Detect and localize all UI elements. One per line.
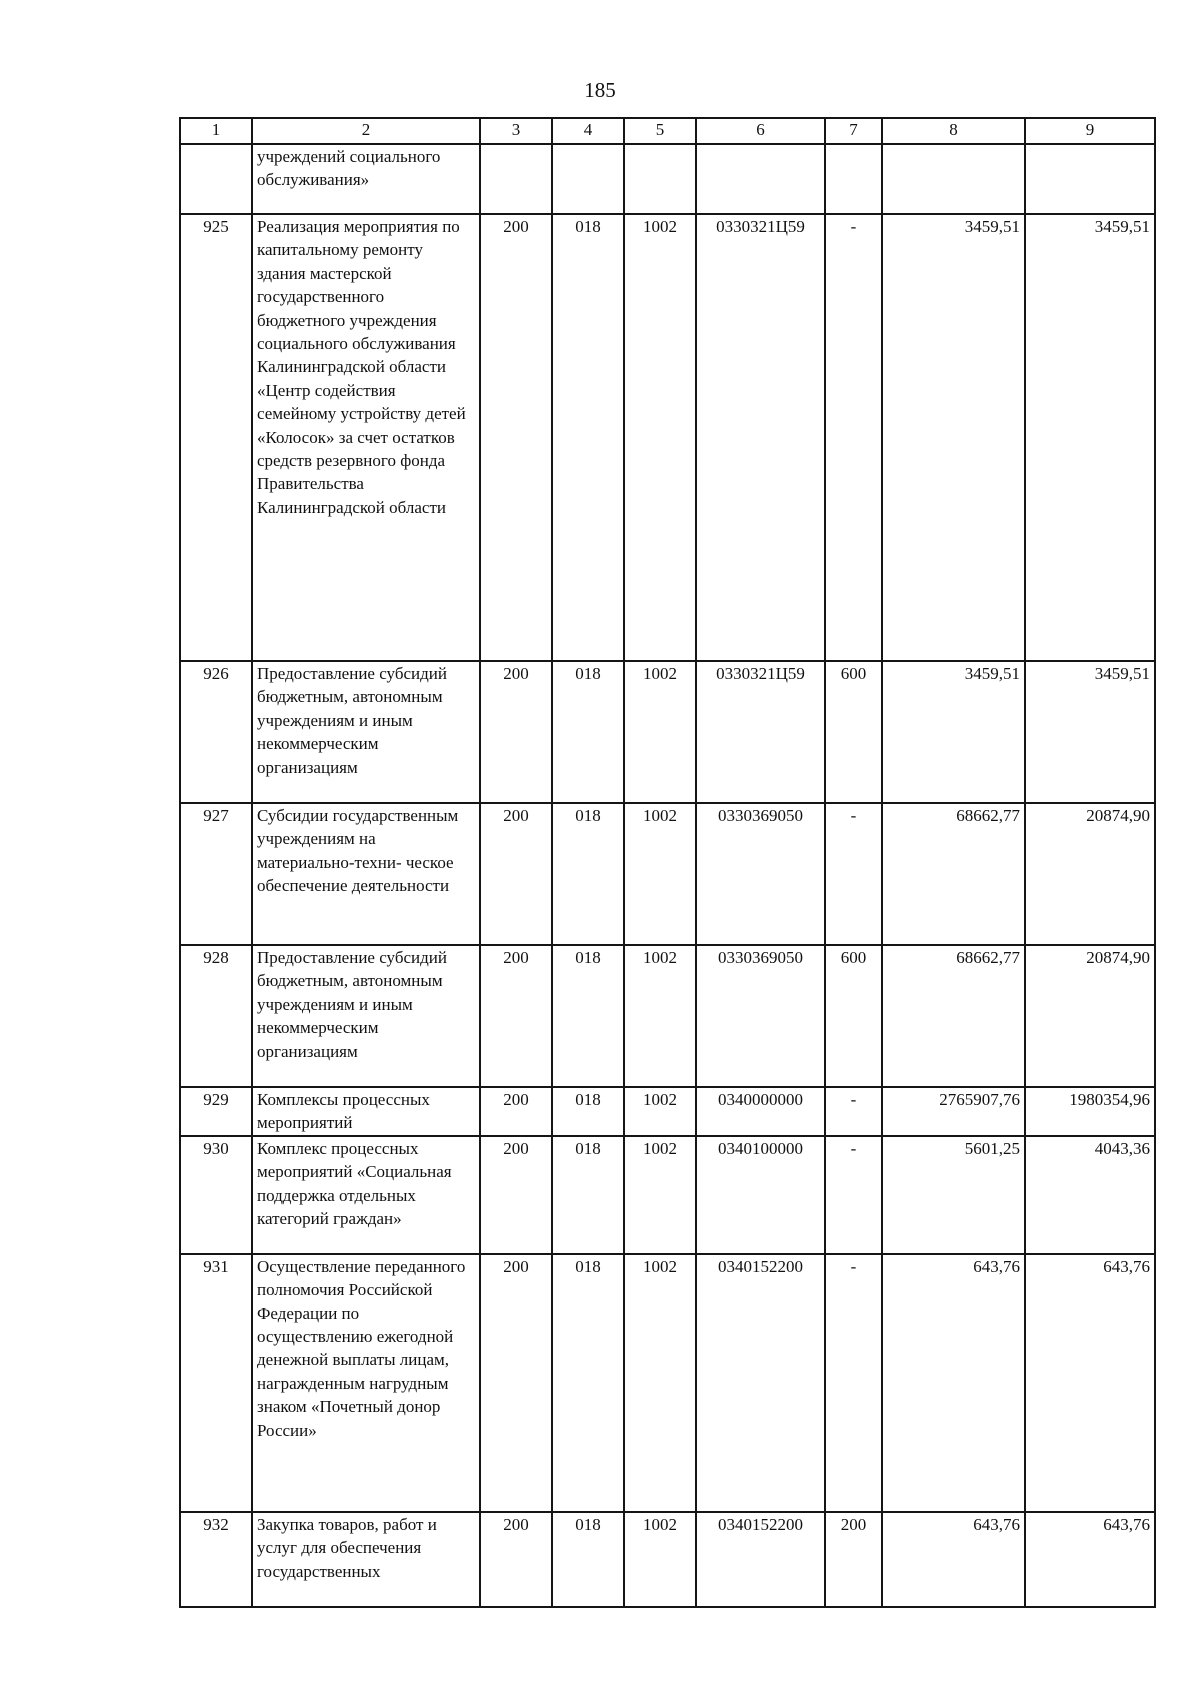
cell-col7: - (825, 214, 882, 661)
row-name: Предоставление субсидий бюджетным, автономным учреждениям и иным некоммерческим организациям (252, 661, 480, 803)
column-header: 4 (552, 118, 624, 144)
row-name: учреждений социального обслуживания» (252, 144, 480, 214)
column-header: 9 (1025, 118, 1155, 144)
cell-col8: 3459,51 (882, 214, 1025, 661)
cell-col5: 1002 (624, 1512, 696, 1607)
cell-col4: 018 (552, 945, 624, 1087)
cell-col5: 1002 (624, 661, 696, 803)
page-number: 185 (584, 78, 616, 102)
cell-col8: 643,76 (882, 1512, 1025, 1607)
cell-col7: 200 (825, 1512, 882, 1607)
column-header: 1 (180, 118, 252, 144)
cell-col9: 3459,51 (1025, 661, 1155, 803)
column-header: 5 (624, 118, 696, 144)
cell-col5 (624, 144, 696, 214)
cell-col6: 0330369050 (696, 803, 825, 945)
cell-col7: 600 (825, 661, 882, 803)
table-row (180, 1087, 1155, 1136)
cell-col4: 018 (552, 1254, 624, 1512)
cell-col4: 018 (552, 661, 624, 803)
cell-col8: 5601,25 (882, 1136, 1025, 1254)
cell-col6: 0340100000 (696, 1136, 825, 1254)
cell-col3 (480, 144, 552, 214)
table-row (180, 945, 1155, 1087)
row-name: Закупка товаров, работ и услуг для обеспечения государственных (252, 1512, 480, 1607)
row-name: Предоставление субсидий бюджетным, автономным учреждениям и иным некоммерческим организациям (252, 945, 480, 1087)
cell-col6 (696, 144, 825, 214)
cell-col5: 1002 (624, 803, 696, 945)
row-number: 925 (180, 214, 252, 661)
column-header: 7 (825, 118, 882, 144)
cell-col9: 643,76 (1025, 1512, 1155, 1607)
table-row (180, 661, 1155, 803)
cell-col8: 643,76 (882, 1254, 1025, 1512)
cell-col5: 1002 (624, 1254, 696, 1512)
table-row (180, 144, 1155, 214)
cell-col3: 200 (480, 1254, 552, 1512)
table-row (180, 1512, 1155, 1607)
cell-col7: 600 (825, 945, 882, 1087)
row-name: Комплексы процессных мероприятий (252, 1087, 480, 1136)
row-name: Реализация мероприятия по капитальному ремонту здания мастерской государственного бюджетного учреждения социального обслуживания Калининградской области «Центр содействия семейному устройству детей «Колосок» за счет остатков средств резервного фонда Правительства Калининградской области (252, 214, 480, 661)
cell-col4 (552, 144, 624, 214)
cell-col7: - (825, 1254, 882, 1512)
cell-col3: 200 (480, 1087, 552, 1136)
column-header: 6 (696, 118, 825, 144)
cell-col3: 200 (480, 803, 552, 945)
cell-col9: 4043,36 (1025, 1136, 1155, 1254)
column-header: 3 (480, 118, 552, 144)
row-number: 926 (180, 661, 252, 803)
row-number: 929 (180, 1087, 252, 1136)
cell-col8: 3459,51 (882, 661, 1025, 803)
cell-col3: 200 (480, 1512, 552, 1607)
cell-col7: - (825, 803, 882, 945)
cell-col6: 0330321Ц59 (696, 214, 825, 661)
cell-col5: 1002 (624, 214, 696, 661)
row-number: 931 (180, 1254, 252, 1512)
cell-col3: 200 (480, 1136, 552, 1254)
row-number (180, 144, 252, 214)
cell-col6: 0340000000 (696, 1087, 825, 1136)
cell-col4: 018 (552, 214, 624, 661)
cell-col8: 68662,77 (882, 803, 1025, 945)
cell-col3: 200 (480, 661, 552, 803)
cell-col4: 018 (552, 1136, 624, 1254)
cell-col3: 200 (480, 945, 552, 1087)
table-row (180, 1254, 1155, 1512)
cell-col9: 20874,90 (1025, 945, 1155, 1087)
cell-col4: 018 (552, 1087, 624, 1136)
cell-col3: 200 (480, 214, 552, 661)
cell-col9: 20874,90 (1025, 803, 1155, 945)
cell-col4: 018 (552, 803, 624, 945)
budget-table (179, 117, 1156, 1608)
cell-col6: 0330369050 (696, 945, 825, 1087)
cell-col9: 643,76 (1025, 1254, 1155, 1512)
cell-col8: 2765907,76 (882, 1087, 1025, 1136)
cell-col6: 0330321Ц59 (696, 661, 825, 803)
table-row (180, 1136, 1155, 1254)
cell-col7: - (825, 1087, 882, 1136)
cell-col8: 68662,77 (882, 945, 1025, 1087)
row-name: Комплекс процессных мероприятий «Социальная поддержка отдельных категорий граждан» (252, 1136, 480, 1254)
table-header-row (180, 118, 1155, 144)
row-name: Осуществление переданного полномочия Российской Федерации по осуществлению ежегодной денежной выплаты лицам, награжденным нагрудным знаком «Почетный донор России» (252, 1254, 480, 1512)
row-number: 928 (180, 945, 252, 1087)
column-header: 8 (882, 118, 1025, 144)
cell-col9: 1980354,96 (1025, 1087, 1155, 1136)
row-number: 932 (180, 1512, 252, 1607)
cell-col7: - (825, 1136, 882, 1254)
cell-col5: 1002 (624, 1087, 696, 1136)
row-number: 930 (180, 1136, 252, 1254)
cell-col5: 1002 (624, 945, 696, 1087)
row-number: 927 (180, 803, 252, 945)
row-name: Субсидии государственным учреждениям на материально-техни- ческое обеспечение деятельности (252, 803, 480, 945)
cell-col7 (825, 144, 882, 214)
cell-col6: 0340152200 (696, 1254, 825, 1512)
table-row (180, 214, 1155, 661)
cell-col9 (1025, 144, 1155, 214)
cell-col5: 1002 (624, 1136, 696, 1254)
cell-col6: 0340152200 (696, 1512, 825, 1607)
cell-col4: 018 (552, 1512, 624, 1607)
cell-col8 (882, 144, 1025, 214)
table-row (180, 803, 1155, 945)
cell-col9: 3459,51 (1025, 214, 1155, 661)
column-header: 2 (252, 118, 480, 144)
